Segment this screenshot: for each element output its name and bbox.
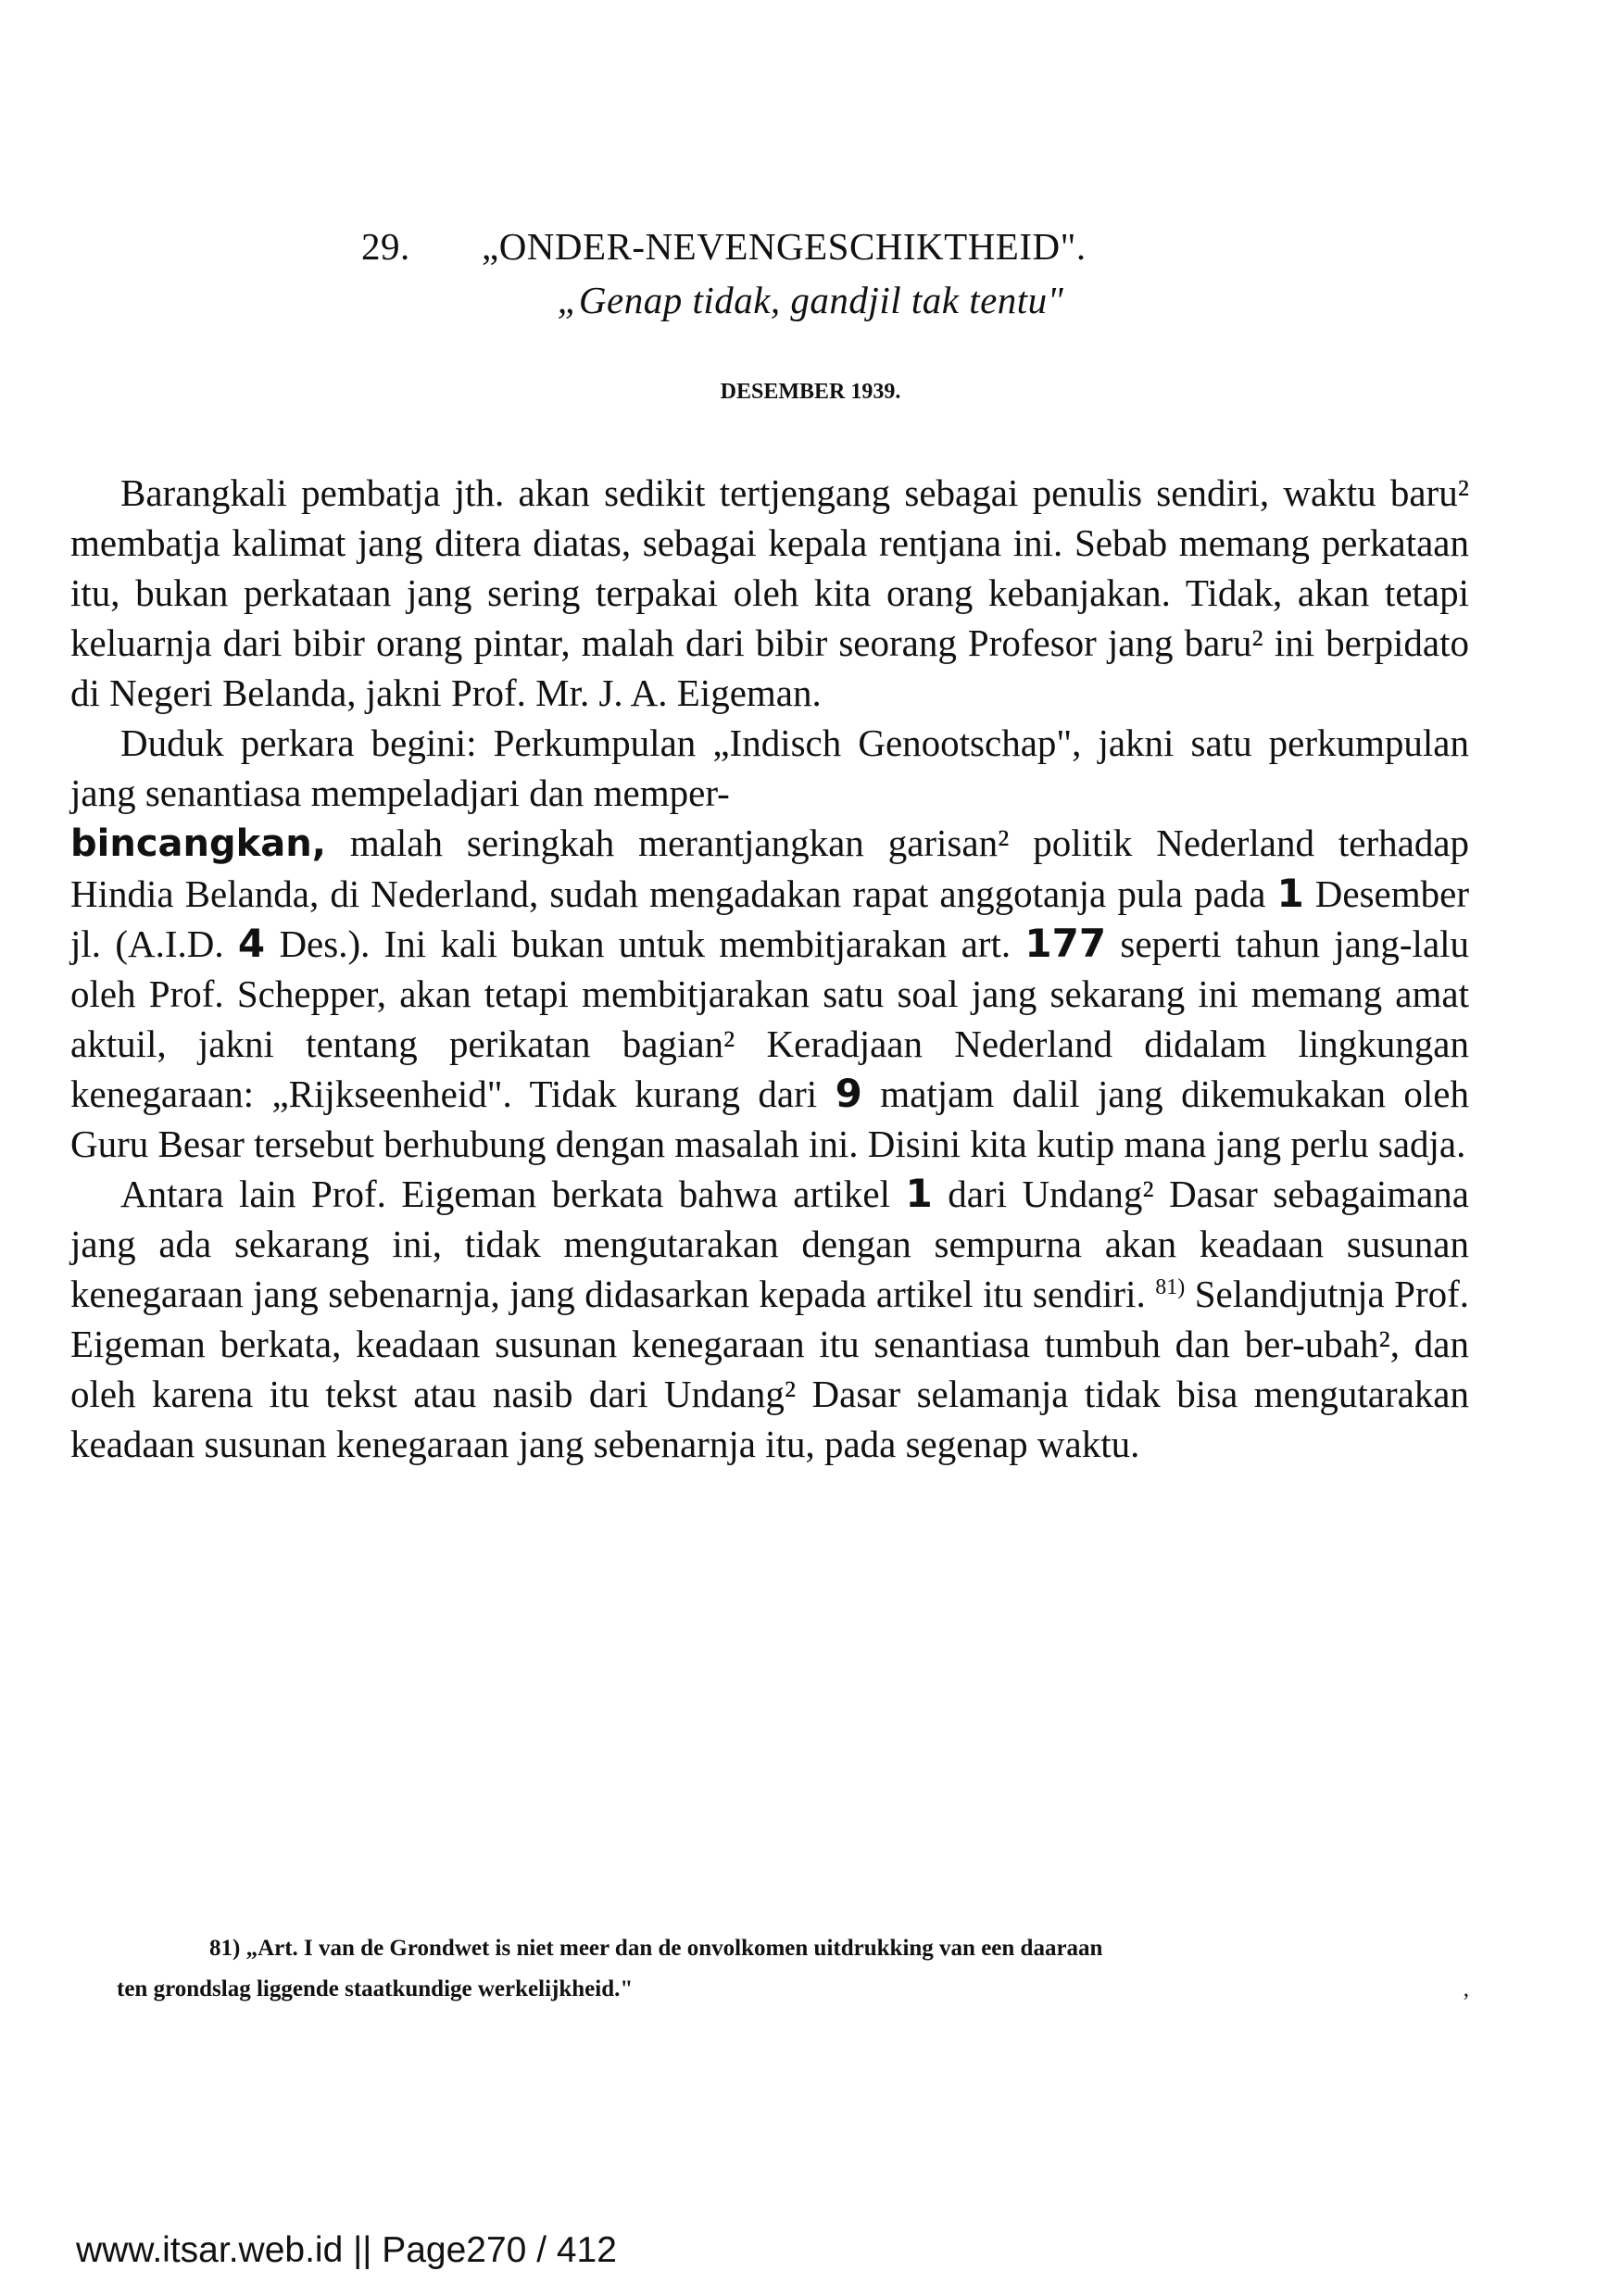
bold-number-9: 9 — [835, 1071, 862, 1116]
paragraph-2-part-d: Des.). Ini kali bukan untuk membitjarakan art. — [279, 922, 1012, 965]
bold-number-4: 4 — [237, 921, 266, 966]
paragraph-3-part-b: dari Undang² Dasar sebagaimana jang ada sekarang ini, tidak mengutarakan dengan sempurna akan keadaan susunan kenegaraan jang sebenarnja, jang didasarkan kepada artikel itu sendiri. — [70, 1173, 1470, 1315]
paragraph-2 — [70, 718, 1469, 1169]
article-date: DESEMBER 1939. — [720, 380, 901, 404]
bold-number-1: 1 — [1276, 871, 1304, 916]
paragraph-3-part-a: Antara lain Prof. Eigeman berkata bahwa artikel — [120, 1173, 891, 1215]
paragraph-2-part-e: seperti tahun jang-lalu oleh Prof. Schepper, akan tetapi membitjarakan satu soal jang sekarang ini memang amat aktuil, jakni tentang perikatan bagian² Keradjaan Nederland didalam lingkungan kenegaraan: „Rijkseenheid". Tidak kurang dari — [70, 922, 1470, 1115]
bold-number-177: 177 — [1024, 921, 1107, 966]
footnote-reference: 81) — [1155, 1275, 1186, 1299]
paragraph-3-part-c: Selandjutnja Prof. Eigeman berkata, keadaan susunan kenegaraan itu senantiasa tumbuh dan ber-ubah², dan oleh karena itu tekst atau nasib dari Undang² Dasar selamanja tidak bisa mengutarakan keadaan susunan kenegaraan jang sebenarnja itu, pada segenap waktu. — [70, 1273, 1470, 1465]
paragraph-2-part-c: Desember jl. (A.I.D. — [70, 872, 1469, 965]
chapter-number: 29. — [361, 225, 410, 268]
footnote — [117, 1928, 1469, 2010]
chapter-heading — [361, 224, 1195, 269]
article-body — [70, 468, 1469, 1469]
chapter-title: „ONDER-NEVENGESCHIKTHEID". — [482, 225, 1087, 268]
paragraph-3 — [70, 1169, 1469, 1469]
footnote-line-2: ten grondslag liggende staatkundige werkelijkheid." — [117, 1976, 634, 2001]
page-footer: www.itsar.web.id || Page270 / 412 — [76, 2230, 617, 2270]
bold-word: bincangkan, — [70, 822, 326, 865]
paragraph-2-part-b: malah seringkah merantjangkan garisan² politik Nederland terhadap Hindia Belanda, di Nederland, sudah mengadakan rapat anggotanja pula pada — [70, 822, 1470, 915]
chapter-subtitle: „Genap tidak, gandjil tak tentu" — [557, 279, 1064, 321]
bold-number-art1: 1 — [905, 1171, 933, 1216]
paragraph-2-part-a: Duduk perkara begini: Perkumpulan „Indisch Genootschap", jakni satu perkumpulan jang senantiasa mempeladjari dan memper- — [70, 721, 1469, 814]
paragraph-1: Barangkali pembatja jth. akan sedikit tertjengang sebagai penulis sendiri, waktu baru² membatja kalimat jang ditera diatas, sebagai kepala rentjana ini. Sebab memang perkataan itu, bukan perkataan jang sering terpakai oleh kita orang kebanjakan. Tidak, akan tetapi keluarnja dari bibir orang pintar, malah dari bibir seorang Profesor jang baru² ini berpidato di Negeri Belanda, jakni Prof. Mr. J. A. Eigeman. — [70, 471, 1469, 714]
paragraph-2-part-f: matjam dalil jang dikemukakan oleh Guru Besar tersebut berhubung dengan masalah ini. Disini kita kutip mana jang perlu sadja. — [70, 1073, 1469, 1165]
stray-mark: , — [1463, 1976, 1469, 2001]
footnote-line-1: 81) „Art. I van de Grondwet is niet meer dan de onvolkomen uitdrukking van een daaraan — [209, 1936, 1103, 1961]
